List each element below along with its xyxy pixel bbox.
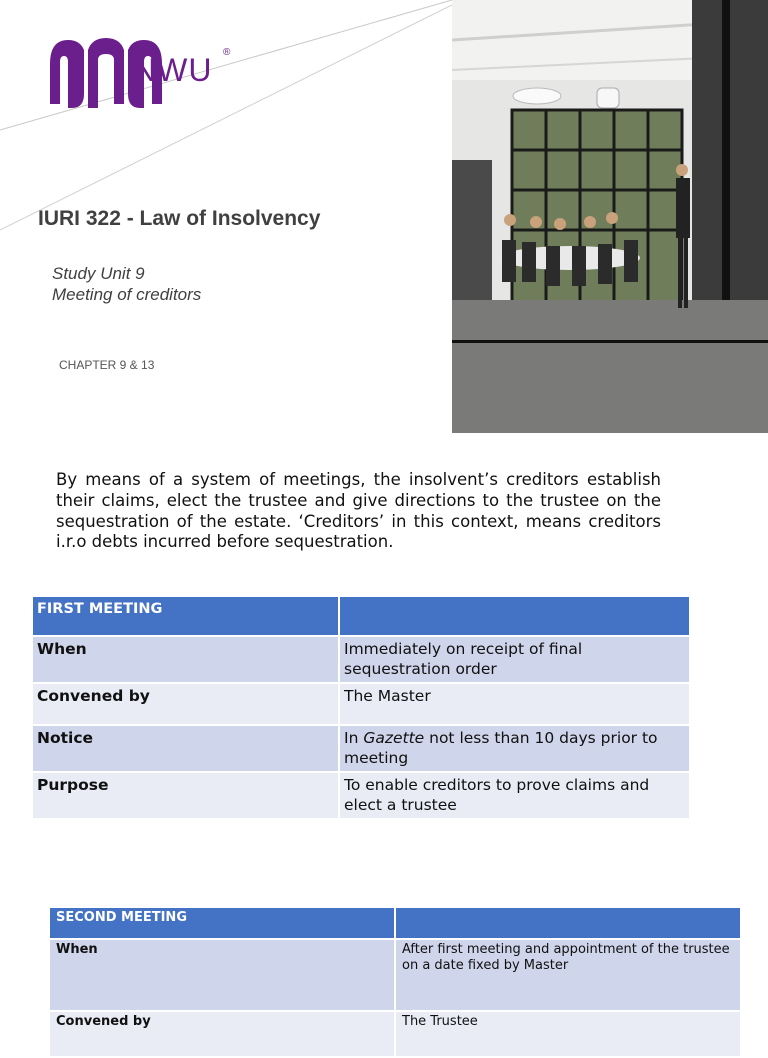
table-row (33, 773, 689, 818)
value-prefix: In (344, 729, 364, 747)
intro-paragraph: By means of a system of meetings, the insolvent’s creditors establish their claims, elect the trustee and give directions to the trustee on the sequestration of the estate. ‘Creditors’ in this context, means creditors i.r.o debts incurred before sequestration. (56, 470, 661, 552)
table-header-empty (396, 908, 740, 938)
logo-wordmark: NWU (133, 52, 213, 88)
table-row (33, 726, 689, 771)
table-header-title: SECOND MEETING (50, 908, 394, 938)
table-header-row (33, 597, 689, 635)
row-label: Purpose (33, 773, 338, 818)
row-value: To enable creditors to prove claims and elect a trustee (340, 773, 689, 818)
value-italic: Gazette (363, 729, 425, 747)
title-slide (0, 0, 768, 433)
table-row (50, 940, 740, 1010)
table-header-title: FIRST MEETING (33, 597, 338, 635)
meeting-room-photo (452, 0, 768, 433)
row-label: When (50, 940, 394, 1010)
row-value: The Master (340, 684, 689, 724)
chapter-reference: CHAPTER 9 & 13 (59, 358, 155, 372)
table-header-row (50, 908, 740, 938)
registered-mark: ® (223, 47, 231, 58)
value-suffix: not less than 10 days prior to meeting (344, 729, 658, 767)
table-row (33, 637, 689, 682)
row-label: Convened by (50, 1012, 394, 1056)
study-unit-label: Study Unit 9 (52, 264, 145, 283)
row-value: Immediately on receipt of final sequestration order (340, 637, 689, 682)
second-meeting-table (48, 906, 742, 1058)
first-meeting-table (31, 595, 691, 820)
table-header-empty (340, 597, 689, 635)
table-row (33, 684, 689, 724)
row-label: When (33, 637, 338, 682)
row-label: Convened by (33, 684, 338, 724)
row-value (340, 726, 689, 771)
study-unit-block (52, 263, 201, 305)
study-unit-topic: Meeting of creditors (52, 285, 202, 304)
row-value: The Trustee (396, 1012, 740, 1056)
course-title: IURI 322 - Law of Insolvency (38, 207, 321, 230)
table-row (50, 1012, 740, 1056)
row-value: After first meeting and appointment of the trustee on a date fixed by Master (396, 940, 740, 1010)
row-label: Notice (33, 726, 338, 771)
